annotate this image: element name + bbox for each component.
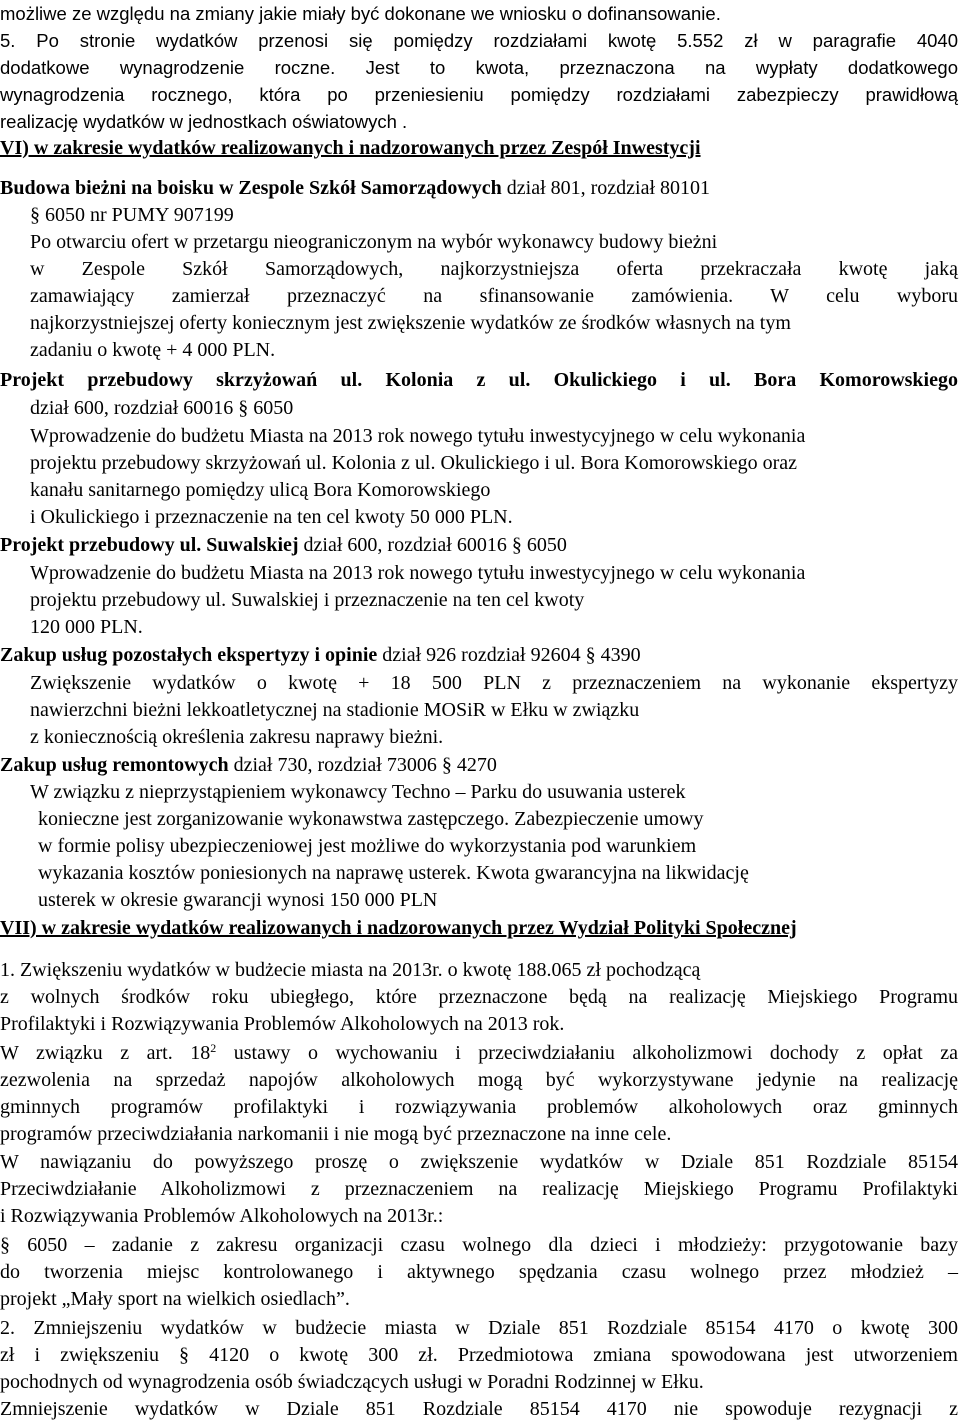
text-line [30, 337, 275, 364]
text-run: Budowa bieżni na boisku w Zespole Szkół Samorządowych [0, 177, 502, 199]
text-line [0, 175, 710, 202]
text-line [0, 1342, 958, 1369]
text-line [0, 108, 407, 135]
text-line [0, 1040, 958, 1067]
text-run: 1. Zwiększeniu wydatków w budżecie miasta na 2013r. o kwotę 188.065 zł pochodzącą [0, 959, 701, 981]
text-run: realizację wydatków w jednostkach oświatowych . [0, 111, 408, 132]
text-line [30, 614, 143, 641]
text-line [0, 752, 497, 779]
text-line [0, 1203, 443, 1230]
text-run: pochodnych od wynagrodzenia osób świadczących usługi w Poradni Rodzinnej w Ełku. [0, 1371, 704, 1393]
text-line [30, 256, 958, 283]
text-run: wynagrodzenia rocznego, która po przeniesieniu pomiędzy rozdziałami zabezpieczy prawidłową [0, 84, 958, 105]
text-run: W związku z nieprzystąpieniem wykonawcy Techno – Parku do usuwania usterek [30, 781, 686, 803]
text-run: Zakup usług pozostałych ekspertyzy i opinie [0, 644, 378, 666]
text-run: 2. Zmniejszeniu wydatków w budżecie miasta w Dziale 851 Rozdziale 85154 4170 o kwotę 300 [0, 1317, 958, 1339]
text-line [30, 229, 717, 256]
text-line [0, 1067, 958, 1094]
text-run: dział 600, rozdział 60016 § 6050 [298, 534, 567, 556]
text-line [0, 1094, 958, 1121]
text-run: Zakup usług remontowych [0, 754, 229, 776]
text-run: w Zespole Szkół Samorządowych, najkorzystniejsza oferta przekraczała kwotę jaką [30, 258, 958, 280]
text-run: zadaniu o kwotę + 4 000 PLN. [30, 339, 276, 361]
text-run: zamawiający zamierzał przeznaczyć na sfinansowanie zamówienia. W celu wyboru [30, 285, 958, 307]
text-line [0, 1286, 350, 1313]
text-run: zł i zwiększeniu § 4120 o kwotę 300 zł. Przedmiotowa zmiana spowodowana jest utworzeniem [0, 1344, 958, 1366]
text-line [0, 1259, 958, 1286]
text-run: Przeciwdziałanie Alkoholizmowi z przeznaczeniem na realizację Miejskiego Programu Profilaktyki [0, 1178, 958, 1200]
text-line [0, 642, 641, 669]
text-line [30, 697, 639, 724]
text-run: możliwe ze względu na zmiany jakie miały być dokonane we wniosku o dofinansowanie. [0, 3, 721, 24]
text-line [30, 450, 797, 477]
text-run: gminnych programów profilaktyki i rozwiązywania problemów alkoholowych oraz gminnych [0, 1096, 958, 1118]
text-run: nawierzchni bieżni lekkoatletycznej na stadionie MOSiR w Ełku w związku [30, 699, 640, 721]
text-line [0, 135, 701, 162]
text-run: dodatkowe wynagrodzenie roczne. Jest to kwota, przeznaczona na wypłaty dodatkowego [0, 57, 958, 78]
text-line [0, 957, 700, 984]
text-run: Wprowadzenie do budżetu Miasta na 2013 rok nowego tytułu inwestycyjnego w celu wykonania [30, 562, 806, 584]
text-line [0, 367, 958, 394]
text-run: programów przeciwdziałania narkomanii i nie mogą być przeznaczone na inne cele. [0, 1123, 672, 1145]
text-run: W związku z art. 18 [0, 1042, 211, 1064]
text-run: Zmniejszenie wydatków w Dziale 851 Rozdziale 85154 4170 nie spowoduje rezygnacji z [0, 1398, 958, 1420]
text-run: kanału sanitarnego pomiędzy ulicą Bora Komorowskiego [30, 479, 491, 501]
text-run: wykazania kosztów poniesionych na naprawę usterek. Kwota gwarancyjna na likwidację [38, 862, 749, 884]
text-line [30, 423, 805, 450]
text-run: projektu przebudowy skrzyżowań ul. Kolonia z ul. Okulickiego i ul. Bora Komorowskiego oraz [30, 452, 798, 474]
text-line [30, 779, 685, 806]
text-line [0, 1121, 671, 1148]
text-line [30, 504, 513, 531]
text-run: Po otwarciu ofert w przetargu nieograniczonym na wybór wykonawcy budowy bieżni [30, 231, 718, 253]
text-run: usterek w okresie gwarancji wynosi 150 000 PLN [38, 889, 438, 911]
text-line [0, 915, 797, 942]
text-run: W nawiązaniu do powyższego proszę o zwiększenie wydatków w Dziale 851 Rozdziale 85154 [0, 1151, 958, 1173]
text-run: § 6050 – zadanie z zakresu organizacji czasu wolnego dla dzieci i młodzieży: przygotowanie bazy [0, 1234, 958, 1256]
text-line [0, 1369, 704, 1396]
text-run: dział 926 rozdział 92604 § 4390 [377, 644, 641, 666]
text-line [0, 54, 958, 81]
text-line [0, 1315, 958, 1342]
text-run: w formie polisy ubezpieczeniowej jest możliwe do wykorzystania pod warunkiem [38, 835, 697, 857]
text-run: Projekt przebudowy ul. Suwalskiej [0, 534, 299, 556]
text-line [0, 1176, 958, 1203]
text-line [30, 587, 584, 614]
text-line [30, 560, 805, 587]
text-line [0, 27, 958, 54]
text-run: Projekt przebudowy skrzyżowań ul. Kolonia z ul. Okulickiego i ul. Bora Komorowskiego [0, 369, 958, 391]
text-line [30, 310, 791, 337]
text-line [0, 532, 567, 559]
text-line [0, 1011, 564, 1038]
text-line [30, 202, 234, 229]
superscript: 2 [210, 1041, 217, 1055]
text-line [0, 1396, 958, 1423]
text-line [30, 395, 293, 422]
text-line [30, 670, 958, 697]
text-run: konieczne jest zorganizowanie wykonawstwa zastępczego. Zabezpieczenie umowy [38, 808, 704, 830]
text-run: Wprowadzenie do budżetu Miasta na 2013 rok nowego tytułu inwestycyjnego w celu wykonania [30, 425, 806, 447]
text-run: projektu przebudowy ul. Suwalskiej i przeznaczenie na ten cel kwoty [30, 589, 585, 611]
text-run: i Rozwiązywania Problemów Alkoholowych na 2013r.: [0, 1205, 444, 1227]
text-run: Zwiększenie wydatków o kwotę + 18 500 PLN z przeznaczeniem na wykonanie ekspertyzy [30, 672, 958, 694]
text-run: z koniecznością określenia zakresu naprawy bieżni. [30, 726, 444, 748]
text-line [0, 0, 721, 27]
text-run: 5. Po stronie wydatków przenosi się pomiędzy rozdziałami kwotę 5.552 zł w paragrafie 4040 [0, 30, 958, 51]
text-run: § 6050 nr PUMY 907199 [30, 204, 234, 226]
text-run: zezwolenia na sprzedaż napojów alkoholowych mogą być wykorzystywane jedynie na realizację [0, 1069, 958, 1091]
text-run: dział 600, rozdział 60016 § 6050 [30, 397, 294, 419]
text-run: z wolnych środków roku ubiegłego, które przeznaczone będą na realizację Miejskiego Programu [0, 986, 958, 1008]
text-run: Profilaktyki i Rozwiązywania Problemów Alkoholowych na 2013 rok. [0, 1013, 565, 1035]
text-run: 120 000 PLN. [30, 616, 143, 638]
text-line [30, 724, 443, 751]
text-line [38, 806, 703, 833]
text-line [38, 833, 696, 860]
text-line [0, 81, 958, 108]
text-run: do tworzenia miejsc kontrolowanego i aktywnego spędzania czasu wolnego przez młodzież – [0, 1261, 958, 1283]
text-run: ustawy o wychowaniu i przeciwdziałaniu alkoholizmowi dochody z opłat za [216, 1042, 958, 1064]
text-run: VI) w zakresie wydatków realizowanych i nadzorowanych przez Zespół Inwestycji [0, 137, 701, 159]
text-line [30, 283, 958, 310]
text-run: projekt „Mały sport na wielkich osiedlach”. [0, 1288, 350, 1310]
text-run: VII) w zakresie wydatków realizowanych i nadzorowanych przez Wydział Polityki Społecznej [0, 917, 797, 939]
text-line [0, 1149, 958, 1176]
text-line [38, 860, 749, 887]
text-run: dział 801, rozdział 80101 [501, 177, 711, 199]
text-line [0, 984, 958, 1011]
text-run: i Okulickiego i przeznaczenie na ten cel kwoty 50 000 PLN. [30, 506, 513, 528]
text-line [38, 887, 437, 914]
text-run: najkorzystniejszej oferty koniecznym jest zwiększenie wydatków ze środków własnych na tym [30, 312, 791, 334]
text-line [30, 477, 490, 504]
text-run: dział 730, rozdział 73006 § 4270 [228, 754, 497, 776]
text-line [0, 1232, 958, 1259]
